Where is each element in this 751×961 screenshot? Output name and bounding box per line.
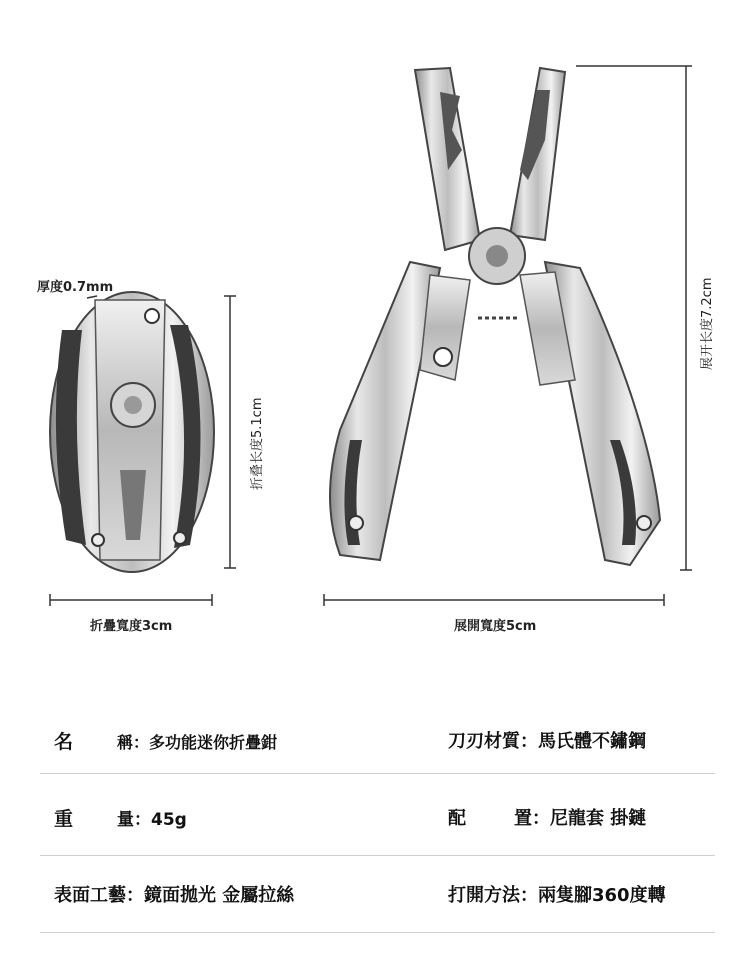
spec-accessories: 配 置：尼龍套 掛鏈 xyxy=(448,808,647,829)
spec-divider xyxy=(40,773,715,774)
spec-row-2 xyxy=(40,779,715,859)
thickness-label: 厚度0.7mm xyxy=(37,280,114,295)
spec-blade-material: 刀刃材質：馬氏體不鏽鋼 xyxy=(448,731,646,752)
folded-pliers-image xyxy=(50,292,214,572)
open-width-label: 展開寬度5cm xyxy=(454,619,537,634)
spec-row-3 xyxy=(40,856,715,936)
spec-blade-material-value: 馬氏體不鏽鋼 xyxy=(538,731,646,752)
spec-weight-value: 45g xyxy=(151,810,187,830)
open-length-label: 展开长度7.2cm xyxy=(700,277,715,370)
open-pliers-image xyxy=(330,68,660,565)
spec-divider xyxy=(40,932,715,933)
folded-width-label: 折疊寬度3cm xyxy=(90,619,173,634)
spec-opening-method: 打開方法：兩隻腳360度轉 xyxy=(448,885,666,906)
spec-opening-method-value: 兩隻腳360度轉 xyxy=(538,885,666,906)
spec-surface-finish-value: 鏡面拋光 金屬拉絲 xyxy=(144,885,295,906)
spec-surface-finish: 表面工藝：鏡面拋光 金屬拉絲 xyxy=(54,885,295,906)
spec-accessories-value: 尼龍套 掛鏈 xyxy=(550,808,647,829)
spec-weight: 重 量：45g xyxy=(54,808,187,830)
folded-length-label: 折叠长度5.1cm xyxy=(250,397,265,490)
spec-row-1 xyxy=(40,702,715,782)
spec-name: 名 稱：多功能迷你折疊鉗 xyxy=(54,731,278,753)
spec-name-value: 多功能迷你折疊鉗 xyxy=(149,733,278,752)
